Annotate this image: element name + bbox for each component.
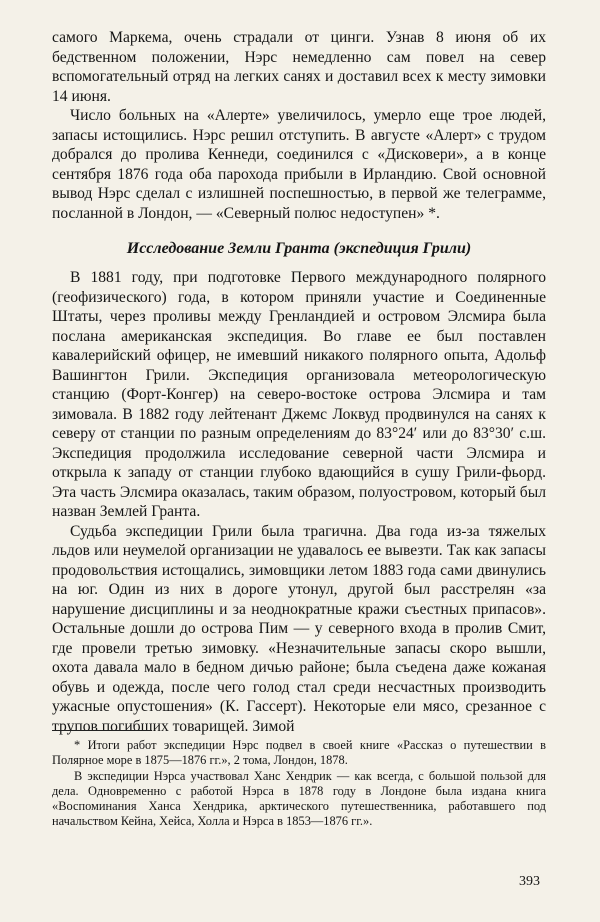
page-number: 393: [519, 874, 540, 889]
top-text-block: [52, 28, 546, 223]
section-heading: Исследование Земли Гранта (экспедиция Грили): [126, 240, 472, 257]
paragraph-greely-expedition: В 1881 году, при подготовке Первого международного полярного (геофизического) года, в котором приняли участие и Соединенные Штаты, через проливы между Гренландией и островом Элсмира была послана американская экспедиция. Во главе ее был поставлен кавалерийский офицер, не имевший никакого полярного опыта, Адольф Вашингтон Грили. Экспедиция организовала метеорологическую станцию (Форт-Конгер) на северо-востоке острова Элсмира и там зимовала. В 1882 году лейтенант Джемс Локвуд продвинулся на санях к северу от станции по разным определениям до 83°24′ или до 83°30′ с.ш. Экспедиция продолжила исследование северной части Элсмира и открыла к западу от станции глубоко вдающийся в сушу Грили-фьорд. Эта часть Элсмира оказалась, таким образом, полуостровом, который был назван Землей Гранта.: [52, 269, 546, 520]
footnote: В экспедиции Нэрса участвовал Ханс Хендрик — как всегда, с большой пользой для дела. Одновременно с работой Нэрса в 1878 году в Лондоне была издана книга «Воспоминания Ханса Хендрика, арктического путешественника, работавшего под начальством Кейна, Хейса, Холла и Нэрса в 1853—1876 гг.».: [52, 768, 546, 829]
paragraph-greely-fate: Судьба экспедиции Грили была трагична. Два года из-за тяжелых льдов или неумелой организации не удавалось ее вывезти. Так как запасы продовольствия истощались, зимовщики летом 1883 года сами двинулись на юг. Один из них в дороге утонул, другой был расстрелян «за нарушение дисциплины и за неоднократные кражи съестных припасов». Остальные дошли до острова Пим — у северного входа в пролив Смит, где провели третью зимовку. «Незначительные запасы скоро вышли, охота давала мало в бедном дичью районе; была съедена даже кожаная обувь и одежда, после чего голод стал среди несчастных производить ужасные опустошения» (К. Гассерт). Некоторые ели мясо, срезанное с трупов погибших товарищей. Зимой: [52, 522, 546, 735]
footnote-divider: [52, 730, 152, 731]
section-text-block: [52, 268, 546, 736]
paragraph-alert-return: Число больных на «Алерте» увеличилось, умерло еще трое людей, запасы истощились. Нэрс решил отступить. В августе «Алерт» с трудом добрался до пролива Кеннеди, соединился с «Дисковери», а в конце сентября 1876 года оба парохода прибыли в Ирландию. Свой основной вывод Нэрс сделал с излишней поспешностью, в первой же телеграмме, посланной в Лондон, — «Северный полюс недоступен» *.: [52, 107, 546, 222]
paragraph-continuation: самого Маркема, очень страдали от цинги. Узнав 8 июня об их бедственном положении, Нэрс немедленно сам повел на север вспомогательный отряд на легких санях и доставил всех к месту зимовки 14 июня.: [52, 29, 546, 105]
footnotes-block: [52, 738, 546, 830]
footnote: * Итоги работ экспедиции Нэрс подвел в своей книге «Рассказ о путешествии в Полярное море в 1875—1876 гг.», 2 тома, Лондон, 1878.: [52, 738, 546, 768]
